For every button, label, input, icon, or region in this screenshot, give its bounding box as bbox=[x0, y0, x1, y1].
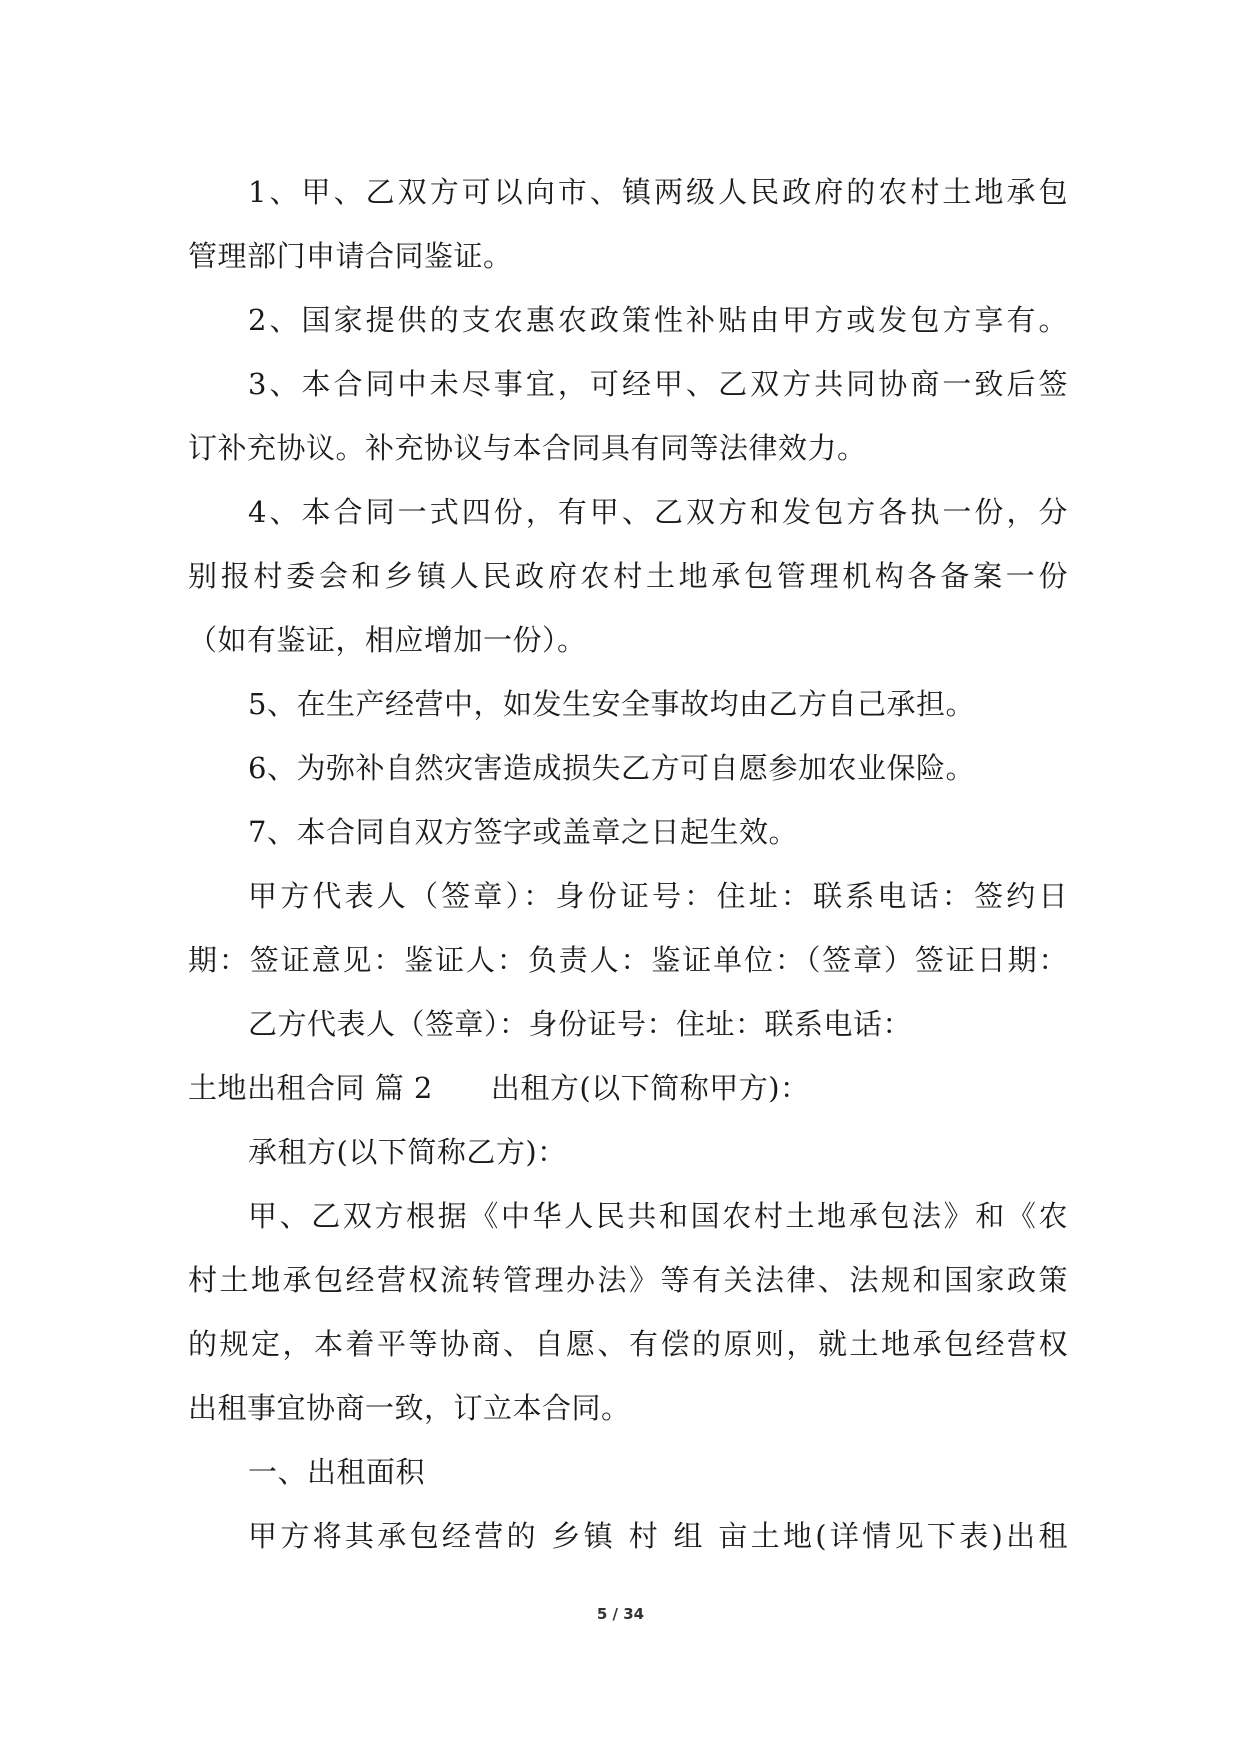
text-line: 甲方将其承包经营的 乡镇 村 组 亩土地(详情见下表)出租 bbox=[248, 1519, 1068, 1553]
text-line: 村土地承包经营权流转管理办法》等有关法律、法规和国家政策 bbox=[188, 1263, 1068, 1297]
section-heading-line bbox=[188, 1056, 1068, 1120]
text-line: 甲方代表人（签章）：身份证号：住址：联系电话：签约日 bbox=[248, 879, 1068, 913]
text-line: 别报村委会和乡镇人民政府农村土地承包管理机构各备案一份 bbox=[188, 559, 1068, 593]
contract-clauses bbox=[188, 160, 1068, 1056]
contract-body bbox=[188, 1120, 1068, 1568]
page-number: 5 / 34 bbox=[596, 1605, 645, 1623]
text-line: 7、本合同自双方签字或盖章之日起生效。 bbox=[248, 815, 798, 849]
text-line: 3、本合同中未尽事宜，可经甲、乙双方共同协商一致后签 bbox=[248, 367, 1068, 401]
text-line: 5、在生产经营中，如发生安全事故均由乙方自己承担。 bbox=[248, 687, 975, 721]
text-line: 甲、乙双方根据《中华人民共和国农村土地承包法》和《农 bbox=[248, 1199, 1068, 1233]
text-line: 期：签证意见：鉴证人：负责人：鉴证单位：（签章）签证日期： bbox=[188, 943, 1068, 977]
text-line: 乙方代表人（签章）：身份证号：住址：联系电话： bbox=[248, 1007, 913, 1041]
text-line: 管理部门申请合同鉴证。 bbox=[188, 239, 513, 273]
text-line: 的规定，本着平等协商、自愿、有偿的原则，就土地承包经营权 bbox=[188, 1327, 1068, 1361]
text-line: 承租方(以下简称乙方)： bbox=[248, 1135, 567, 1169]
section-title: 土地出租合同 篇 2 bbox=[188, 1071, 433, 1105]
text-line: 6、为弥补自然灾害造成损失乙方可自愿参加农业保险。 bbox=[248, 751, 975, 785]
text-line: 2、国家提供的支农惠农政策性补贴由甲方或发包方享有。 bbox=[248, 303, 1068, 337]
text-line: 出租事宜协商一致，订立本合同。 bbox=[188, 1391, 631, 1425]
text-line: 1、甲、乙双方可以向市、镇两级人民政府的农村土地承包 bbox=[248, 175, 1068, 209]
text-line: （如有鉴证，相应增加一份）。 bbox=[188, 623, 587, 657]
text-line: 4、本合同一式四份，有甲、乙双方和发包方各执一份，分 bbox=[248, 495, 1068, 529]
text-line: 订补充协议。补充协议与本合同具有同等法律效力。 bbox=[188, 431, 867, 465]
document-body bbox=[188, 160, 1068, 1568]
text-line: 一、出租面积 bbox=[248, 1455, 426, 1489]
lessor-label: 出租方(以下简称甲方)： bbox=[490, 1071, 810, 1105]
